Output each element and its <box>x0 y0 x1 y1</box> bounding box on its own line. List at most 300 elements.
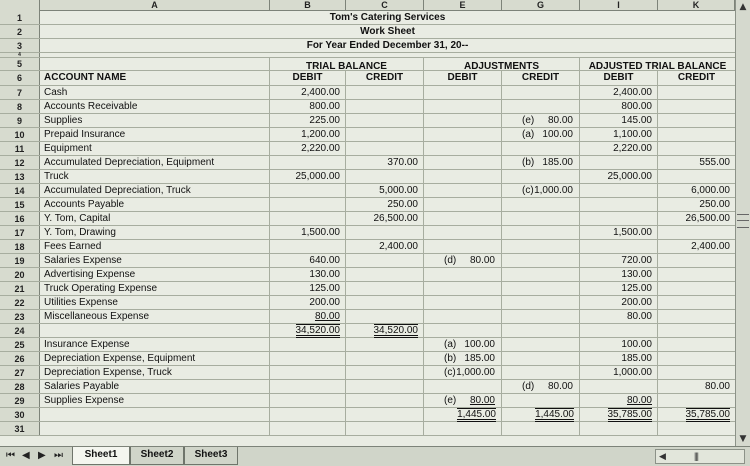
atb-debit-cell[interactable] <box>580 408 658 422</box>
amount: 80.00 <box>626 395 652 406</box>
adj-debit-cell[interactable] <box>424 268 502 282</box>
adjustment-amount: 80.00 <box>547 115 573 126</box>
tb-debit-cell[interactable] <box>270 198 346 212</box>
adj-credit-cell[interactable] <box>502 156 580 170</box>
tb-credit-cell[interactable] <box>346 156 424 170</box>
atb-debit-cell[interactable] <box>580 198 658 212</box>
adj-credit-cell[interactable] <box>502 282 580 296</box>
tb-credit-cell[interactable] <box>346 310 424 324</box>
row-header[interactable]: 22 <box>0 296 40 309</box>
tb-debit-cell[interactable] <box>270 408 346 422</box>
scroll-up-icon[interactable]: ▲ <box>739 2 747 12</box>
adj-debit-cell[interactable] <box>424 338 502 352</box>
row-header[interactable]: 10 <box>0 128 40 141</box>
tb-debit-cell[interactable] <box>270 282 346 296</box>
table-row <box>0 240 735 254</box>
row-header[interactable]: 5 <box>0 58 40 70</box>
row-header[interactable]: 18 <box>0 240 40 253</box>
row-header[interactable]: 4 <box>0 53 40 57</box>
adj-credit-cell[interactable] <box>502 142 580 156</box>
table-row <box>0 212 735 226</box>
adj-credit-cell[interactable] <box>502 114 580 128</box>
atb-credit-cell[interactable] <box>658 198 735 212</box>
account-name-cell[interactable]: Salaries Expense <box>40 254 270 268</box>
tb-credit-cell[interactable] <box>346 352 424 366</box>
atb-debit-cell[interactable] <box>580 380 658 394</box>
adj-debit-cell[interactable] <box>424 310 502 324</box>
tb-credit-cell[interactable] <box>346 100 424 114</box>
adj-credit-label[interactable]: CREDIT <box>502 71 580 85</box>
row-header[interactable]: 17 <box>0 226 40 239</box>
atb-debit-cell[interactable] <box>580 226 658 240</box>
cell[interactable] <box>40 58 270 72</box>
adj-debit-cell[interactable] <box>424 86 502 100</box>
tb-debit-cell[interactable] <box>270 240 346 254</box>
atb-credit-cell[interactable] <box>658 310 735 324</box>
account-name-cell[interactable]: Accumulated Depreciation, Equipment <box>40 156 270 170</box>
row-header[interactable]: 23 <box>0 310 40 323</box>
account-name-cell[interactable] <box>40 408 270 422</box>
atb-credit-cell[interactable] <box>658 268 735 282</box>
atb-debit-cell[interactable] <box>580 366 658 380</box>
atb-credit-cell[interactable] <box>658 282 735 296</box>
row-header[interactable]: 11 <box>0 142 40 155</box>
row-header[interactable]: 19 <box>0 254 40 267</box>
account-name-cell[interactable]: Truck Operating Expense <box>40 282 270 296</box>
row-header[interactable]: 29 <box>0 394 40 407</box>
adj-debit-cell[interactable] <box>424 156 502 170</box>
row-header[interactable]: 15 <box>0 198 40 211</box>
row-header[interactable]: 25 <box>0 338 40 351</box>
row-header[interactable]: 6 <box>0 71 40 85</box>
amount: 2,400.00 <box>691 241 730 252</box>
adj-credit-cell[interactable] <box>502 352 580 366</box>
adjustment-ref: (d) <box>522 381 535 392</box>
amount: 26,500.00 <box>373 213 418 224</box>
row-header[interactable]: 24 <box>0 324 40 337</box>
atb-credit-cell[interactable] <box>658 380 735 394</box>
adj-debit-cell[interactable] <box>424 408 502 422</box>
adjustment-ref: (c) <box>444 367 456 378</box>
amount: 2,220.00 <box>613 143 652 154</box>
tb-credit-cell[interactable] <box>346 254 424 268</box>
select-all-corner[interactable] <box>0 0 40 11</box>
scroll-thumb-icon[interactable]: ||| <box>694 451 699 461</box>
amount: 250.00 <box>387 199 418 210</box>
atb-credit-cell[interactable] <box>658 156 735 170</box>
atb-debit-cell[interactable] <box>580 422 658 436</box>
amount: 1,445.00 <box>535 409 574 420</box>
table-row <box>0 100 735 114</box>
tb-credit-cell[interactable] <box>346 240 424 254</box>
row-header[interactable]: 28 <box>0 380 40 393</box>
atb-debit-cell[interactable] <box>580 240 658 254</box>
tb-debit-cell[interactable] <box>270 310 346 324</box>
row-header[interactable]: 30 <box>0 408 40 421</box>
column-header-k[interactable]: K <box>658 0 735 11</box>
adj-credit-cell[interactable] <box>502 86 580 100</box>
account-name-cell[interactable]: Accounts Payable <box>40 198 270 212</box>
row-header[interactable]: 31 <box>0 422 40 435</box>
column-header-a[interactable]: A <box>40 0 270 11</box>
adjustment-ref: (d) <box>444 255 457 266</box>
amount: 130.00 <box>621 269 652 280</box>
adjusted-trial-balance-header[interactable]: ADJUSTED TRIAL BALANCE <box>588 61 727 72</box>
account-name-cell[interactable] <box>40 324 270 338</box>
account-name-cell[interactable]: Insurance Expense <box>40 338 270 352</box>
amount: 200.00 <box>309 297 340 308</box>
sheet-row <box>0 58 735 71</box>
period-label[interactable]: For Year Ended December 31, 20-- <box>306 40 469 51</box>
scroll-grip-icon[interactable] <box>737 214 749 228</box>
adj-credit-cell[interactable] <box>502 324 580 338</box>
atb-debit-cell[interactable] <box>580 268 658 282</box>
atb-credit-cell[interactable] <box>658 338 735 352</box>
amount: 80.00 <box>704 381 730 392</box>
account-name-cell[interactable]: Y. Tom, Capital <box>40 212 270 226</box>
adj-debit-cell[interactable] <box>424 114 502 128</box>
tb-credit-cell[interactable] <box>346 296 424 310</box>
tb-debit-cell[interactable] <box>270 352 346 366</box>
tb-credit-cell[interactable] <box>346 282 424 296</box>
account-name-cell[interactable]: Advertising Expense <box>40 268 270 282</box>
adj-debit-cell[interactable] <box>424 380 502 394</box>
atb-debit-cell[interactable] <box>580 156 658 170</box>
adj-credit-cell[interactable] <box>502 198 580 212</box>
atb-credit-cell[interactable] <box>658 296 735 310</box>
account-name-cell[interactable]: Equipment <box>40 142 270 156</box>
atb-credit-cell[interactable] <box>658 128 735 142</box>
amount: 1,200.00 <box>301 129 340 140</box>
column-header-i[interactable]: I <box>580 0 658 11</box>
tb-debit-cell[interactable] <box>270 422 346 436</box>
atb-credit-cell[interactable] <box>658 254 735 268</box>
atb-debit-cell[interactable] <box>580 282 658 296</box>
sheet-row <box>0 25 735 39</box>
amount: 130.00 <box>309 269 340 280</box>
atb-debit-cell[interactable] <box>580 100 658 114</box>
tb-debit-cell[interactable] <box>270 100 346 114</box>
atb-debit-cell[interactable] <box>580 170 658 184</box>
atb-credit-cell[interactable] <box>658 226 735 240</box>
adj-debit-cell[interactable] <box>424 422 502 436</box>
amount: 34,520.00 <box>373 325 418 336</box>
amount: 1,500.00 <box>301 227 340 238</box>
atb-debit-cell[interactable] <box>580 254 658 268</box>
atb-credit-cell[interactable] <box>658 352 735 366</box>
tb-credit-cell[interactable] <box>346 198 424 212</box>
tb-credit-cell[interactable] <box>346 114 424 128</box>
amount: 1,100.00 <box>613 129 652 140</box>
atb-credit-label[interactable]: CREDIT <box>677 72 716 83</box>
tb-debit-cell[interactable] <box>270 212 346 226</box>
adj-debit-cell[interactable] <box>424 296 502 310</box>
amount: 2,400.00 <box>379 241 418 252</box>
adj-debit-cell[interactable] <box>424 352 502 366</box>
atb-credit-cell[interactable] <box>658 212 735 226</box>
account-name-cell[interactable]: Y. Tom, Drawing <box>40 226 270 240</box>
atb-debit-cell[interactable] <box>580 352 658 366</box>
amount: 2,220.00 <box>301 143 340 154</box>
table-row <box>0 86 735 100</box>
tab-sheet1[interactable]: Sheet1 <box>72 447 130 465</box>
adj-credit-cell[interactable] <box>502 254 580 268</box>
adj-debit-label[interactable]: DEBIT <box>424 71 502 85</box>
adj-debit-cell[interactable] <box>424 226 502 240</box>
tb-debit-label[interactable]: DEBIT <box>270 71 346 85</box>
tb-credit-cell[interactable] <box>346 366 424 380</box>
amount: 200.00 <box>621 297 652 308</box>
adj-credit-cell[interactable] <box>502 128 580 142</box>
sheet-row <box>0 39 735 53</box>
tb-credit-label[interactable]: CREDIT <box>346 71 424 85</box>
adj-credit-cell[interactable] <box>502 296 580 310</box>
account-name-cell[interactable]: Salaries Payable <box>40 380 270 394</box>
row-header[interactable]: 20 <box>0 268 40 281</box>
adjustment-ref: (e) <box>522 115 535 126</box>
atb-credit-cell[interactable] <box>658 114 735 128</box>
adj-credit-cell[interactable] <box>502 380 580 394</box>
atb-debit-label[interactable]: DEBIT <box>580 71 658 85</box>
atb-debit-cell[interactable] <box>580 184 658 198</box>
row-header[interactable]: 13 <box>0 170 40 183</box>
table-row <box>0 282 735 296</box>
tb-debit-cell[interactable] <box>270 254 346 268</box>
adj-credit-cell[interactable] <box>502 184 580 198</box>
adj-credit-cell[interactable] <box>502 422 580 436</box>
amount: 185.00 <box>621 353 652 364</box>
row-header[interactable]: 9 <box>0 114 40 127</box>
atb-credit-cell[interactable] <box>658 86 735 100</box>
adj-credit-cell[interactable] <box>502 170 580 184</box>
next-sheet-icon[interactable]: ▶ <box>38 450 46 461</box>
atb-debit-cell[interactable] <box>580 338 658 352</box>
adj-debit-cell[interactable] <box>424 324 502 338</box>
tb-debit-cell[interactable] <box>270 324 346 338</box>
adj-debit-cell[interactable] <box>424 240 502 254</box>
amount: 35,785.00 <box>607 409 652 420</box>
adj-debit-cell[interactable] <box>424 198 502 212</box>
table-row <box>0 114 735 128</box>
sheet-row <box>0 71 735 86</box>
amount: 555.00 <box>699 157 730 168</box>
atb-credit-cell[interactable] <box>658 100 735 114</box>
scroll-down-icon[interactable]: ▼ <box>739 434 747 444</box>
atb-debit-cell[interactable] <box>580 212 658 226</box>
adj-debit-cell[interactable] <box>424 212 502 226</box>
amount: 125.00 <box>309 283 340 294</box>
account-name-cell[interactable]: Supplies <box>40 114 270 128</box>
adj-credit-cell[interactable] <box>502 366 580 380</box>
table-row <box>0 366 735 380</box>
tb-debit-cell[interactable] <box>270 268 346 282</box>
amount: 80.00 <box>626 311 652 322</box>
account-name-cell[interactable]: Fees Earned <box>40 240 270 254</box>
adjustment-amount: 80.00 <box>469 395 495 406</box>
tb-credit-cell[interactable] <box>346 226 424 240</box>
account-name-cell[interactable]: Supplies Expense <box>40 394 270 408</box>
account-name-cell[interactable]: Accumulated Depreciation, Truck <box>40 184 270 198</box>
account-name-cell[interactable]: Utilities Expense <box>40 296 270 310</box>
adjustment-ref: (a) <box>522 129 535 140</box>
row-header[interactable]: 12 <box>0 156 40 169</box>
adjustment-amount: 100.00 <box>464 339 495 350</box>
account-name-cell[interactable]: Cash <box>40 86 270 100</box>
tb-credit-cell[interactable] <box>346 212 424 226</box>
tb-debit-cell[interactable] <box>270 86 346 100</box>
row-header[interactable]: 26 <box>0 352 40 365</box>
atb-debit-cell[interactable] <box>580 86 658 100</box>
tb-credit-cell[interactable] <box>346 338 424 352</box>
atb-debit-cell[interactable] <box>580 114 658 128</box>
row-header[interactable]: 16 <box>0 212 40 225</box>
column-header-b[interactable]: B <box>270 0 346 11</box>
adj-credit-cell[interactable] <box>502 408 580 422</box>
atb-credit-cell[interactable] <box>658 422 735 436</box>
table-row <box>0 128 735 142</box>
atb-credit-cell[interactable] <box>658 184 735 198</box>
amount: 6,000.00 <box>691 185 730 196</box>
adjustments-header[interactable]: ADJUSTMENTS <box>424 58 580 72</box>
amount: 34,520.00 <box>295 325 340 336</box>
amount: 720.00 <box>621 255 652 266</box>
adj-debit-cell[interactable] <box>424 366 502 380</box>
adj-debit-cell[interactable] <box>424 128 502 142</box>
row-header[interactable]: 2 <box>0 25 40 38</box>
tb-credit-cell[interactable] <box>346 422 424 436</box>
adj-debit-cell[interactable] <box>424 254 502 268</box>
row-header[interactable]: 7 <box>0 86 40 99</box>
adj-debit-cell[interactable] <box>424 100 502 114</box>
adj-credit-cell[interactable] <box>502 338 580 352</box>
tb-credit-cell[interactable] <box>346 184 424 198</box>
worksheet-title[interactable]: Work Sheet <box>360 26 415 37</box>
tb-debit-cell[interactable] <box>270 128 346 142</box>
amount: 35,785.00 <box>685 409 730 420</box>
account-name-cell[interactable]: Depreciation Expense, Equipment <box>40 352 270 366</box>
table-row <box>0 198 735 212</box>
row-header[interactable]: 3 <box>0 39 40 52</box>
vertical-scrollbar[interactable] <box>735 0 750 446</box>
tb-credit-cell[interactable] <box>346 128 424 142</box>
amount: 125.00 <box>621 283 652 294</box>
adj-debit-cell[interactable] <box>424 170 502 184</box>
column-header-c[interactable]: C <box>346 0 424 11</box>
adj-credit-cell[interactable] <box>502 226 580 240</box>
adj-debit-cell[interactable] <box>424 142 502 156</box>
atb-credit-cell[interactable] <box>658 394 735 408</box>
row-header[interactable]: 8 <box>0 100 40 113</box>
atb-debit-cell[interactable] <box>580 394 658 408</box>
atb-credit-cell[interactable] <box>658 240 735 254</box>
tb-debit-cell[interactable] <box>270 184 346 198</box>
account-name-cell[interactable]: Accounts Receivable <box>40 100 270 114</box>
first-sheet-icon[interactable]: ⏮ <box>6 450 15 461</box>
tb-debit-cell[interactable] <box>270 114 346 128</box>
amount: 640.00 <box>309 255 340 266</box>
tb-debit-cell[interactable] <box>270 170 346 184</box>
row-header[interactable]: 1 <box>0 11 40 24</box>
adjustment-ref: (c) <box>522 185 534 196</box>
table-row <box>0 422 735 436</box>
adj-credit-cell[interactable] <box>502 394 580 408</box>
account-name-cell[interactable]: Depreciation Expense, Truck <box>40 366 270 380</box>
tb-debit-cell[interactable] <box>270 156 346 170</box>
atb-debit-cell[interactable] <box>580 296 658 310</box>
column-header-g[interactable]: G <box>502 0 580 11</box>
atb-debit-cell[interactable] <box>580 310 658 324</box>
scroll-left-icon[interactable]: ◀ <box>659 451 666 461</box>
adj-credit-cell[interactable] <box>502 100 580 114</box>
atb-credit-cell[interactable] <box>658 142 735 156</box>
tb-debit-cell[interactable] <box>270 394 346 408</box>
tb-credit-cell[interactable] <box>346 170 424 184</box>
tb-credit-cell[interactable] <box>346 268 424 282</box>
row-header[interactable]: 27 <box>0 366 40 379</box>
adj-debit-cell[interactable] <box>424 184 502 198</box>
account-name-cell[interactable]: Miscellaneous Expense <box>40 310 270 324</box>
sheet-row <box>0 11 735 25</box>
row-header[interactable]: 21 <box>0 282 40 295</box>
account-name-cell[interactable] <box>40 422 270 436</box>
atb-debit-cell[interactable] <box>580 142 658 156</box>
amount: 100.00 <box>621 339 652 350</box>
tb-credit-cell[interactable] <box>346 142 424 156</box>
prev-sheet-icon[interactable]: ◀ <box>22 450 30 461</box>
last-sheet-icon[interactable]: ⏭ <box>54 450 63 461</box>
tab-sheet3[interactable]: Sheet3 <box>184 447 238 465</box>
tb-debit-cell[interactable] <box>270 338 346 352</box>
adj-credit-cell[interactable] <box>502 240 580 254</box>
trial-balance-header[interactable]: TRIAL BALANCE <box>270 58 424 72</box>
tb-credit-cell[interactable] <box>346 86 424 100</box>
tb-debit-cell[interactable] <box>270 296 346 310</box>
atb-credit-cell[interactable] <box>658 408 735 422</box>
amount: 25,000.00 <box>295 171 340 182</box>
adj-credit-cell[interactable] <box>502 268 580 282</box>
tab-sheet2[interactable]: Sheet2 <box>130 447 184 465</box>
adj-debit-cell[interactable] <box>424 282 502 296</box>
amount: 5,000.00 <box>379 185 418 196</box>
column-header-e[interactable]: E <box>424 0 502 11</box>
tb-credit-cell[interactable] <box>346 408 424 422</box>
account-name-label[interactable]: ACCOUNT NAME <box>40 71 270 85</box>
atb-credit-cell[interactable] <box>658 170 735 184</box>
row-header[interactable]: 14 <box>0 184 40 197</box>
atb-credit-cell[interactable] <box>658 324 735 338</box>
tb-debit-cell[interactable] <box>270 142 346 156</box>
tb-debit-cell[interactable] <box>270 226 346 240</box>
adj-credit-cell[interactable] <box>502 310 580 324</box>
adj-debit-cell[interactable] <box>424 394 502 408</box>
atb-debit-cell[interactable] <box>580 128 658 142</box>
account-name-cell[interactable]: Prepaid Insurance <box>40 128 270 142</box>
tb-debit-cell[interactable] <box>270 380 346 394</box>
tb-debit-cell[interactable] <box>270 366 346 380</box>
adjustment-ref: (a) <box>444 339 457 350</box>
adjustment-amount: 1,000.00 <box>456 367 495 378</box>
company-name[interactable]: Tom's Catering Services <box>329 12 446 23</box>
tb-credit-cell[interactable] <box>346 324 424 338</box>
atb-credit-cell[interactable] <box>658 366 735 380</box>
atb-debit-cell[interactable] <box>580 324 658 338</box>
account-name-cell[interactable]: Truck <box>40 170 270 184</box>
horizontal-scrollbar[interactable] <box>655 449 745 464</box>
tb-credit-cell[interactable] <box>346 380 424 394</box>
table-row <box>0 254 735 268</box>
adj-credit-cell[interactable] <box>502 212 580 226</box>
tb-credit-cell[interactable] <box>346 394 424 408</box>
